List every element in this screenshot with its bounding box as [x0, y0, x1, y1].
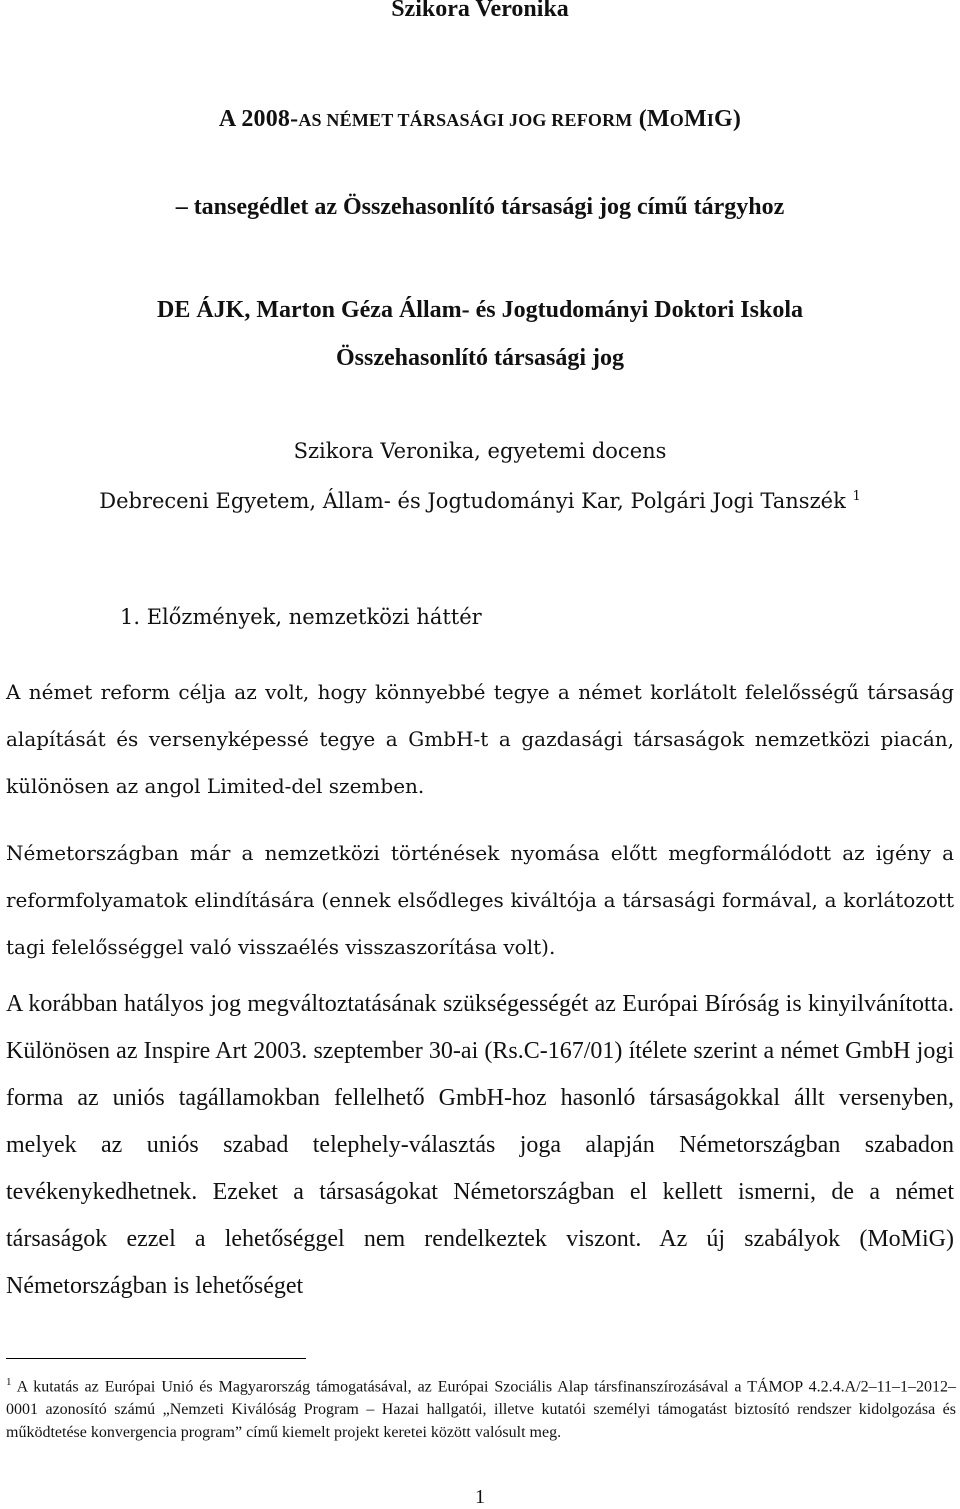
affiliation-block — [0, 428, 960, 524]
author-position: Szikora Veronika, egyetemi docens — [293, 439, 667, 463]
footnote-reference[interactable]: 1 — [852, 489, 861, 504]
body-paragraph: A német reform célja az volt, hogy könnyebbé tegye a német korlátolt felelősségű társaság alapítását és versenyképessé tegye a GmbH-t a gazdasági társaságok nemzetközi piacán, különösen az angol Limited-del szemben. — [6, 680, 954, 798]
footnote-marker: 1 — [6, 1376, 12, 1388]
footnote-separator — [6, 1358, 306, 1359]
title-part: AS NÉMET TÁRSASÁGI JOG REFORM — [298, 110, 633, 130]
title-part: O — [669, 110, 684, 130]
section-heading: 1. Előzmények, nemzetközi háttér — [120, 605, 482, 629]
course-line: Összehasonlító társasági jog — [336, 345, 624, 371]
institution-text: Debreceni Egyetem, Állam- és Jogtudományi Kar, Polgári Jogi Tanszék — [99, 489, 846, 513]
author-name: Szikora Veronika — [391, 0, 569, 22]
page-number: 1 — [475, 1486, 485, 1508]
title-part: G) — [714, 106, 742, 132]
body-paragraph: A korábban hatályos jog megváltoztatásának szükségességét az Európai Bíróság is kinyilvánította. Különösen az Inspire Art 2003. szeptember 30-ai (Rs.C-167/01) ítélete szerint a német GmbH jogi forma az uniós tagállamokban fellelhető GmbH-hoz hasonló társaságokkal állt versenyben, melyek az uniós szabad telephely-választás joga alapján Németországban szabadon tevékenykedhetnek. Ezeket a társaságokat Németországban el kellett ismerni, de a német társaságok ezzel a lehetőséggel nem rendelkeztek viszont. Az új szabályok (MoMiG) Németországban is lehetőséget — [6, 991, 954, 1299]
footnote-text: A kutatás az Európai Unió és Magyarország támogatásával, az Európai Szociális Alap társfinanszírozásával a TÁMOP 4.2.4.A/2–11–1–2012–0001 azonosító számú „Nemzeti Kiválóság Program – Hazai hallgatói, illetve kutatói személyi támogatást biztosító rendszer kidolgozása és működtetése konvergencia program” című kiemelt projekt keretei között valósult meg. — [6, 1378, 956, 1442]
footnote — [6, 1371, 956, 1444]
title-part: M — [683, 106, 707, 132]
body-paragraph: Németországban már a nemzetközi történések nyomása előtt megformálódott az igény a reformfolyamatok elindítására (ennek elsődleges kiváltója a társasági formával, a korlátozott tagi felelősséggel való visszaélés visszaszorítása volt). — [6, 841, 954, 959]
title-part: A 2008- — [218, 106, 299, 132]
school-block — [0, 286, 960, 382]
school-line: DE ÁJK, Marton Géza Állam- és Jogtudományi Doktori Iskola — [157, 297, 803, 323]
author-institution — [0, 474, 960, 524]
document-subtitle: – tansegédlet az Összehasonlító társasági jog című tárgyhoz — [175, 194, 785, 220]
title-part: I — [706, 110, 715, 130]
document-title — [0, 106, 960, 133]
title-part: (M — [632, 106, 670, 132]
